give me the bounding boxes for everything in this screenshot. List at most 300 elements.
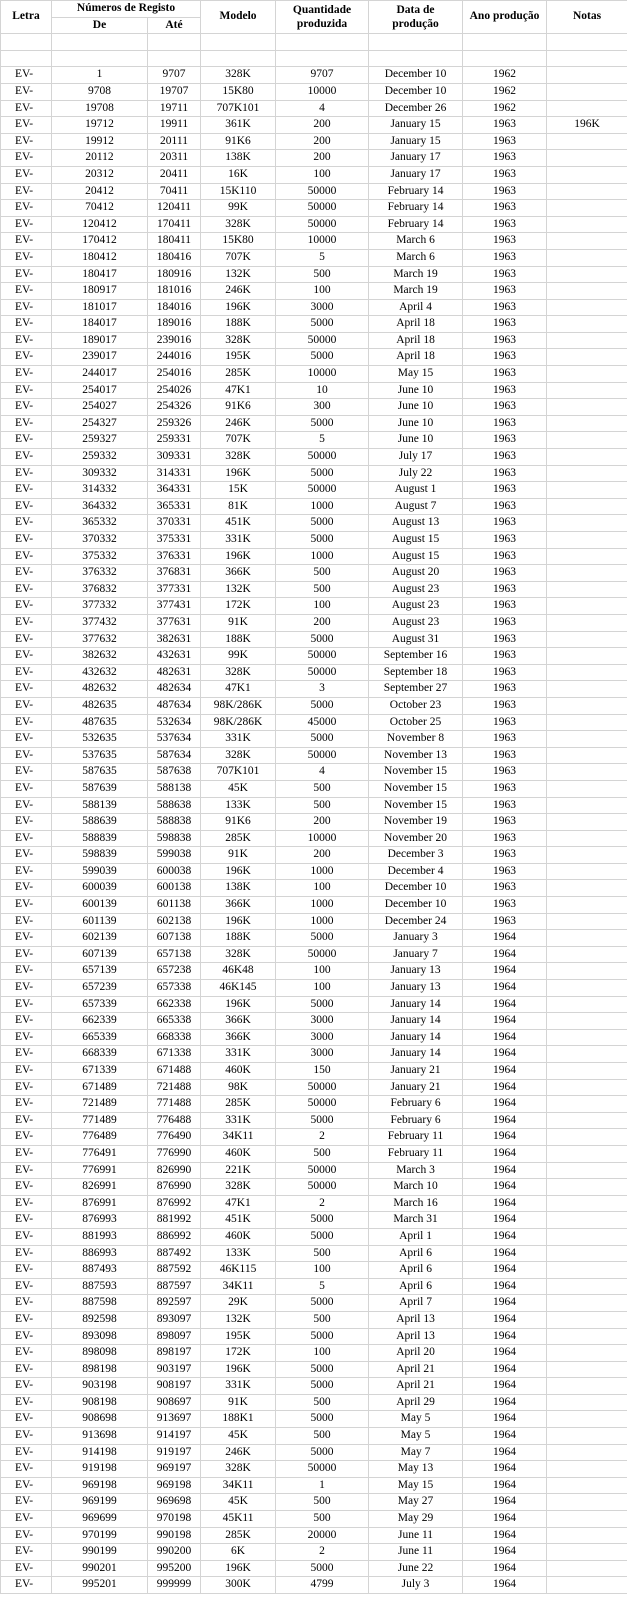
cell-quantidade: 2 bbox=[276, 1129, 369, 1146]
cell-ate: 999999 bbox=[148, 1577, 201, 1594]
cell-data: December 10 bbox=[369, 67, 463, 84]
cell-quantidade: 5000 bbox=[276, 465, 369, 482]
header-ate: Até bbox=[148, 17, 201, 34]
cell-notas bbox=[547, 1278, 627, 1295]
cell-quantidade: 5000 bbox=[276, 532, 369, 549]
cell-quantidade: 1000 bbox=[276, 863, 369, 880]
cell-notas bbox=[547, 515, 627, 532]
cell-letra: EV- bbox=[1, 747, 52, 764]
cell-de: 898198 bbox=[52, 1361, 148, 1378]
cell-quantidade: 5000 bbox=[276, 731, 369, 748]
cell-quantidade: 100 bbox=[276, 166, 369, 183]
cell-notas bbox=[547, 266, 627, 283]
cell-de: 1 bbox=[52, 67, 148, 84]
cell-quantidade: 50000 bbox=[276, 664, 369, 681]
cell-notas bbox=[547, 731, 627, 748]
cell-quantidade: 5000 bbox=[276, 1361, 369, 1378]
cell-ate: 599038 bbox=[148, 847, 201, 864]
cell-letra: EV- bbox=[1, 1494, 52, 1511]
cell-notas bbox=[547, 1013, 627, 1030]
table-row bbox=[1, 1228, 627, 1245]
cell-data: December 10 bbox=[369, 880, 463, 897]
cell-letra: EV- bbox=[1, 946, 52, 963]
cell-ate: 189016 bbox=[148, 316, 201, 333]
cell-de: 364332 bbox=[52, 498, 148, 515]
cell-data: February 14 bbox=[369, 216, 463, 233]
table-row bbox=[1, 548, 627, 565]
cell-notas bbox=[547, 166, 627, 183]
cell-notas bbox=[547, 1394, 627, 1411]
table-row bbox=[1, 1262, 627, 1279]
header-quantidade-line2: produzida bbox=[296, 18, 348, 31]
cell-letra: EV- bbox=[1, 880, 52, 897]
cell-ano: 1963 bbox=[463, 332, 547, 349]
table-row bbox=[1, 1544, 627, 1561]
cell-ano: 1963 bbox=[463, 880, 547, 897]
cell-letra: EV- bbox=[1, 366, 52, 383]
cell-letra: EV- bbox=[1, 1311, 52, 1328]
cell-de: 990199 bbox=[52, 1544, 148, 1561]
cell-ate: 970198 bbox=[148, 1511, 201, 1528]
cell-modelo: 91K6 bbox=[201, 133, 276, 150]
cell-modelo: 328K bbox=[201, 1461, 276, 1478]
cell-de: 20312 bbox=[52, 166, 148, 183]
cell-quantidade: 5000 bbox=[276, 1444, 369, 1461]
cell-modelo: 15K bbox=[201, 482, 276, 499]
cell-letra: EV- bbox=[1, 100, 52, 117]
cell-ano: 1964 bbox=[463, 1079, 547, 1096]
cell-ano: 1963 bbox=[463, 731, 547, 748]
cell-ano: 1963 bbox=[463, 432, 547, 449]
table-row bbox=[1, 1444, 627, 1461]
cell-data: November 8 bbox=[369, 731, 463, 748]
cell-modelo: 45K bbox=[201, 780, 276, 797]
cell-notas bbox=[547, 67, 627, 84]
cell-quantidade: 200 bbox=[276, 117, 369, 134]
cell-modelo: 47K1 bbox=[201, 681, 276, 698]
cell-quantidade: 5000 bbox=[276, 1212, 369, 1229]
cell-letra: EV- bbox=[1, 415, 52, 432]
cell-letra: EV- bbox=[1, 1145, 52, 1162]
cell-modelo: 328K bbox=[201, 216, 276, 233]
cell-ate: 180411 bbox=[148, 233, 201, 250]
table-row bbox=[1, 1461, 627, 1478]
cell-notas bbox=[547, 1311, 627, 1328]
cell-data: August 23 bbox=[369, 614, 463, 631]
cell-data: April 7 bbox=[369, 1295, 463, 1312]
cell-letra: EV- bbox=[1, 67, 52, 84]
cell-de: 898098 bbox=[52, 1345, 148, 1362]
cell-letra: EV- bbox=[1, 1511, 52, 1528]
cell-letra: EV- bbox=[1, 648, 52, 665]
table-row bbox=[1, 830, 627, 847]
cell-ate: 887597 bbox=[148, 1278, 201, 1295]
cell-de: 721489 bbox=[52, 1096, 148, 1113]
cell-letra: EV- bbox=[1, 1112, 52, 1129]
table-row bbox=[1, 797, 627, 814]
cell-modelo: 331K bbox=[201, 1112, 276, 1129]
table-row bbox=[1, 200, 627, 217]
cell-data: March 3 bbox=[369, 1162, 463, 1179]
cell-data: August 23 bbox=[369, 598, 463, 615]
cell-de: 671339 bbox=[52, 1063, 148, 1080]
cell-data: January 14 bbox=[369, 1029, 463, 1046]
cell-data: January 17 bbox=[369, 150, 463, 167]
cell-ano: 1963 bbox=[463, 847, 547, 864]
cell-notas bbox=[547, 1145, 627, 1162]
cell-ate: 314331 bbox=[148, 465, 201, 482]
cell-modelo: 196K bbox=[201, 996, 276, 1013]
cell-ate: 600138 bbox=[148, 880, 201, 897]
table-row bbox=[1, 415, 627, 432]
cell-data: April 21 bbox=[369, 1361, 463, 1378]
cell-notas bbox=[547, 565, 627, 582]
cell-letra: EV- bbox=[1, 581, 52, 598]
cell-ano: 1964 bbox=[463, 1477, 547, 1494]
cell-modelo: 195K bbox=[201, 1328, 276, 1345]
cell-ano: 1963 bbox=[463, 830, 547, 847]
cell-ate: 365331 bbox=[148, 498, 201, 515]
cell-de: 375332 bbox=[52, 548, 148, 565]
cell-ate: 892597 bbox=[148, 1295, 201, 1312]
cell-data: March 19 bbox=[369, 266, 463, 283]
table-row bbox=[1, 482, 627, 499]
cell-notas bbox=[547, 1577, 627, 1594]
cell-data: June 10 bbox=[369, 399, 463, 416]
cell-modelo: 331K bbox=[201, 532, 276, 549]
cell-de: 254017 bbox=[52, 382, 148, 399]
cell-notas bbox=[547, 1212, 627, 1229]
cell-ano: 1964 bbox=[463, 1527, 547, 1544]
cell-ate: 259326 bbox=[148, 415, 201, 432]
cell-quantidade: 500 bbox=[276, 1511, 369, 1528]
cell-data: November 19 bbox=[369, 814, 463, 831]
table-row bbox=[1, 631, 627, 648]
cell-ano: 1963 bbox=[463, 747, 547, 764]
cell-ate: 914197 bbox=[148, 1428, 201, 1445]
cell-notas bbox=[547, 332, 627, 349]
cell-de: 259327 bbox=[52, 432, 148, 449]
cell-data: April 6 bbox=[369, 1278, 463, 1295]
cell-ano: 1964 bbox=[463, 1577, 547, 1594]
cell-modelo: 328K bbox=[201, 1179, 276, 1196]
cell-ate: 375331 bbox=[148, 532, 201, 549]
cell-data: March 16 bbox=[369, 1195, 463, 1212]
cell-letra: EV- bbox=[1, 913, 52, 930]
cell-notas bbox=[547, 664, 627, 681]
cell-ate: 254026 bbox=[148, 382, 201, 399]
cell-de: 120412 bbox=[52, 216, 148, 233]
cell-data: January 14 bbox=[369, 996, 463, 1013]
cell-de: 826991 bbox=[52, 1179, 148, 1196]
cell-data: August 15 bbox=[369, 532, 463, 549]
cell-quantidade: 200 bbox=[276, 614, 369, 631]
cell-de: 600039 bbox=[52, 880, 148, 897]
cell-ate: 244016 bbox=[148, 349, 201, 366]
cell-quantidade: 5000 bbox=[276, 349, 369, 366]
cell-letra: EV- bbox=[1, 980, 52, 997]
cell-ate: 607138 bbox=[148, 930, 201, 947]
cell-modelo: 285K bbox=[201, 1096, 276, 1113]
cell-ano: 1962 bbox=[463, 67, 547, 84]
cell-modelo: 196K bbox=[201, 863, 276, 880]
cell-quantidade: 1 bbox=[276, 1477, 369, 1494]
cell-data: December 3 bbox=[369, 847, 463, 864]
cell-modelo: 460K bbox=[201, 1063, 276, 1080]
cell-notas bbox=[547, 399, 627, 416]
table-row bbox=[1, 913, 627, 930]
cell-quantidade: 500 bbox=[276, 266, 369, 283]
cell-notas bbox=[547, 863, 627, 880]
cell-data: April 1 bbox=[369, 1228, 463, 1245]
cell-modelo: 366K bbox=[201, 1029, 276, 1046]
table-row bbox=[1, 183, 627, 200]
cell-quantidade: 5 bbox=[276, 1278, 369, 1295]
cell-data: March 6 bbox=[369, 233, 463, 250]
cell-ate: 881992 bbox=[148, 1212, 201, 1229]
cell-ano: 1963 bbox=[463, 515, 547, 532]
cell-ano: 1963 bbox=[463, 482, 547, 499]
cell-ano: 1963 bbox=[463, 863, 547, 880]
table-row bbox=[1, 1145, 627, 1162]
table-row bbox=[1, 498, 627, 515]
cell-ano: 1964 bbox=[463, 1560, 547, 1577]
cell-notas bbox=[547, 1444, 627, 1461]
cell-letra: EV- bbox=[1, 548, 52, 565]
table-row bbox=[1, 83, 627, 100]
cell-modelo: 172K bbox=[201, 598, 276, 615]
cell-data: February 11 bbox=[369, 1145, 463, 1162]
cell-ano: 1964 bbox=[463, 1345, 547, 1362]
cell-notas bbox=[547, 100, 627, 117]
cell-quantidade: 500 bbox=[276, 1145, 369, 1162]
cell-quantidade: 10 bbox=[276, 382, 369, 399]
cell-de: 482635 bbox=[52, 697, 148, 714]
cell-data: May 7 bbox=[369, 1444, 463, 1461]
cell-notas bbox=[547, 913, 627, 930]
cell-ate: 588638 bbox=[148, 797, 201, 814]
cell-de: 893098 bbox=[52, 1328, 148, 1345]
cell-modelo: 285K bbox=[201, 830, 276, 847]
cell-letra: EV- bbox=[1, 996, 52, 1013]
cell-notas bbox=[547, 200, 627, 217]
cell-notas bbox=[547, 1063, 627, 1080]
table-row bbox=[1, 117, 627, 134]
cell-quantidade: 3 bbox=[276, 681, 369, 698]
cell-ano: 1964 bbox=[463, 996, 547, 1013]
cell-letra: EV- bbox=[1, 681, 52, 698]
cell-notas bbox=[547, 1079, 627, 1096]
cell-ate: 180916 bbox=[148, 266, 201, 283]
cell-data: September 27 bbox=[369, 681, 463, 698]
cell-modelo: 47K1 bbox=[201, 1195, 276, 1212]
cell-letra: EV- bbox=[1, 764, 52, 781]
cell-ate: 482631 bbox=[148, 664, 201, 681]
cell-letra: EV- bbox=[1, 399, 52, 416]
cell-modelo: 285K bbox=[201, 366, 276, 383]
cell-ano: 1964 bbox=[463, 1262, 547, 1279]
cell-modelo: 196K bbox=[201, 1560, 276, 1577]
cell-ano: 1963 bbox=[463, 233, 547, 250]
cell-data: October 23 bbox=[369, 697, 463, 714]
cell-modelo: 46K145 bbox=[201, 980, 276, 997]
cell-letra: EV- bbox=[1, 1378, 52, 1395]
table-row bbox=[1, 332, 627, 349]
cell-modelo: 188K1 bbox=[201, 1411, 276, 1428]
table-row bbox=[1, 1096, 627, 1113]
cell-notas bbox=[547, 1245, 627, 1262]
cell-modelo: 15K80 bbox=[201, 83, 276, 100]
cell-de: 771489 bbox=[52, 1112, 148, 1129]
cell-quantidade: 50000 bbox=[276, 482, 369, 499]
cell-quantidade: 50000 bbox=[276, 648, 369, 665]
cell-modelo: 98K/286K bbox=[201, 697, 276, 714]
cell-modelo: 46K115 bbox=[201, 1262, 276, 1279]
cell-ano: 1963 bbox=[463, 913, 547, 930]
table-row bbox=[1, 648, 627, 665]
header-de: De bbox=[52, 17, 148, 34]
cell-modelo: 328K bbox=[201, 67, 276, 84]
cell-quantidade: 200 bbox=[276, 133, 369, 150]
cell-ano: 1963 bbox=[463, 150, 547, 167]
cell-ano: 1964 bbox=[463, 1411, 547, 1428]
cell-ate: 657238 bbox=[148, 963, 201, 980]
cell-quantidade: 50000 bbox=[276, 946, 369, 963]
header-data bbox=[369, 1, 463, 34]
cell-data: April 21 bbox=[369, 1378, 463, 1395]
cell-quantidade: 2 bbox=[276, 1195, 369, 1212]
cell-letra: EV- bbox=[1, 150, 52, 167]
cell-ate: 20311 bbox=[148, 150, 201, 167]
cell-notas bbox=[547, 233, 627, 250]
cell-notas bbox=[547, 697, 627, 714]
table-row bbox=[1, 847, 627, 864]
cell-quantidade: 500 bbox=[276, 581, 369, 598]
cell-de: 599039 bbox=[52, 863, 148, 880]
table-row bbox=[1, 980, 627, 997]
cell-de: 377632 bbox=[52, 631, 148, 648]
cell-notas bbox=[547, 465, 627, 482]
cell-ate: 969198 bbox=[148, 1477, 201, 1494]
cell-quantidade: 50000 bbox=[276, 747, 369, 764]
table-row bbox=[1, 283, 627, 300]
cell-quantidade: 3000 bbox=[276, 1029, 369, 1046]
cell-letra: EV- bbox=[1, 1361, 52, 1378]
cell-modelo: 172K bbox=[201, 1345, 276, 1362]
cell-ate: 184016 bbox=[148, 299, 201, 316]
cell-ate: 600038 bbox=[148, 863, 201, 880]
cell-letra: EV- bbox=[1, 614, 52, 631]
table-row bbox=[1, 1195, 627, 1212]
table-row bbox=[1, 780, 627, 797]
cell-data: April 4 bbox=[369, 299, 463, 316]
cell-ate: 19711 bbox=[148, 100, 201, 117]
cell-quantidade: 100 bbox=[276, 1262, 369, 1279]
cell-ate: 657138 bbox=[148, 946, 201, 963]
cell-ate: 587638 bbox=[148, 764, 201, 781]
cell-ate: 487634 bbox=[148, 697, 201, 714]
cell-data: August 15 bbox=[369, 548, 463, 565]
cell-ano: 1964 bbox=[463, 930, 547, 947]
cell-de: 239017 bbox=[52, 349, 148, 366]
cell-modelo: 47K1 bbox=[201, 382, 276, 399]
cell-de: 969199 bbox=[52, 1494, 148, 1511]
cell-ano: 1963 bbox=[463, 465, 547, 482]
cell-quantidade: 500 bbox=[276, 780, 369, 797]
table-row bbox=[1, 1046, 627, 1063]
cell-ate: 9707 bbox=[148, 67, 201, 84]
cell-modelo: 328K bbox=[201, 946, 276, 963]
cell-letra: EV- bbox=[1, 482, 52, 499]
cell-modelo: 188K bbox=[201, 316, 276, 333]
cell-de: 876993 bbox=[52, 1212, 148, 1229]
cell-ate: 898197 bbox=[148, 1345, 201, 1362]
table-row bbox=[1, 946, 627, 963]
cell-ano: 1964 bbox=[463, 946, 547, 963]
cell-modelo: 132K bbox=[201, 266, 276, 283]
cell-letra: EV- bbox=[1, 1444, 52, 1461]
table-body bbox=[1, 34, 627, 1594]
cell-ate: 990198 bbox=[148, 1527, 201, 1544]
cell-quantidade: 100 bbox=[276, 283, 369, 300]
cell-notas bbox=[547, 183, 627, 200]
cell-modelo: 132K bbox=[201, 581, 276, 598]
cell-ano: 1963 bbox=[463, 532, 547, 549]
cell-notas bbox=[547, 764, 627, 781]
cell-modelo: 707K101 bbox=[201, 764, 276, 781]
cell-letra: EV- bbox=[1, 897, 52, 914]
cell-letra: EV- bbox=[1, 117, 52, 134]
cell-ano: 1963 bbox=[463, 216, 547, 233]
cell-quantidade: 3000 bbox=[276, 299, 369, 316]
cell-modelo: 366K bbox=[201, 565, 276, 582]
table-row bbox=[1, 1394, 627, 1411]
cell-data: January 14 bbox=[369, 1046, 463, 1063]
cell-ate: 239016 bbox=[148, 332, 201, 349]
cell-de: 776489 bbox=[52, 1129, 148, 1146]
header-ano: Ano produção bbox=[463, 1, 547, 34]
cell-ate: 181016 bbox=[148, 283, 201, 300]
cell-letra: EV- bbox=[1, 498, 52, 515]
cell-letra: EV- bbox=[1, 216, 52, 233]
cell-ano: 1964 bbox=[463, 1295, 547, 1312]
header-modelo: Modelo bbox=[201, 1, 276, 34]
cell-ano: 1963 bbox=[463, 399, 547, 416]
cell-quantidade: 100 bbox=[276, 598, 369, 615]
cell-ate: 532634 bbox=[148, 714, 201, 731]
cell-notas bbox=[547, 449, 627, 466]
cell-modelo: 361K bbox=[201, 117, 276, 134]
cell-notas bbox=[547, 1477, 627, 1494]
cell-letra: EV- bbox=[1, 664, 52, 681]
cell-ate: 671488 bbox=[148, 1063, 201, 1080]
cell-de: 259332 bbox=[52, 449, 148, 466]
cell-de: 892598 bbox=[52, 1311, 148, 1328]
cell-letra: EV- bbox=[1, 1129, 52, 1146]
header-numeros-registo: Números de Registo bbox=[52, 1, 201, 18]
table-row bbox=[1, 764, 627, 781]
cell-modelo: 81K bbox=[201, 498, 276, 515]
cell-letra: EV- bbox=[1, 1461, 52, 1478]
cell-quantidade: 500 bbox=[276, 1394, 369, 1411]
cell-data: June 10 bbox=[369, 415, 463, 432]
cell-ano: 1964 bbox=[463, 963, 547, 980]
cell-ano: 1963 bbox=[463, 299, 547, 316]
table-row bbox=[1, 1411, 627, 1428]
cell-notas bbox=[547, 1428, 627, 1445]
table-row bbox=[1, 515, 627, 532]
cell-modelo: 29K bbox=[201, 1295, 276, 1312]
